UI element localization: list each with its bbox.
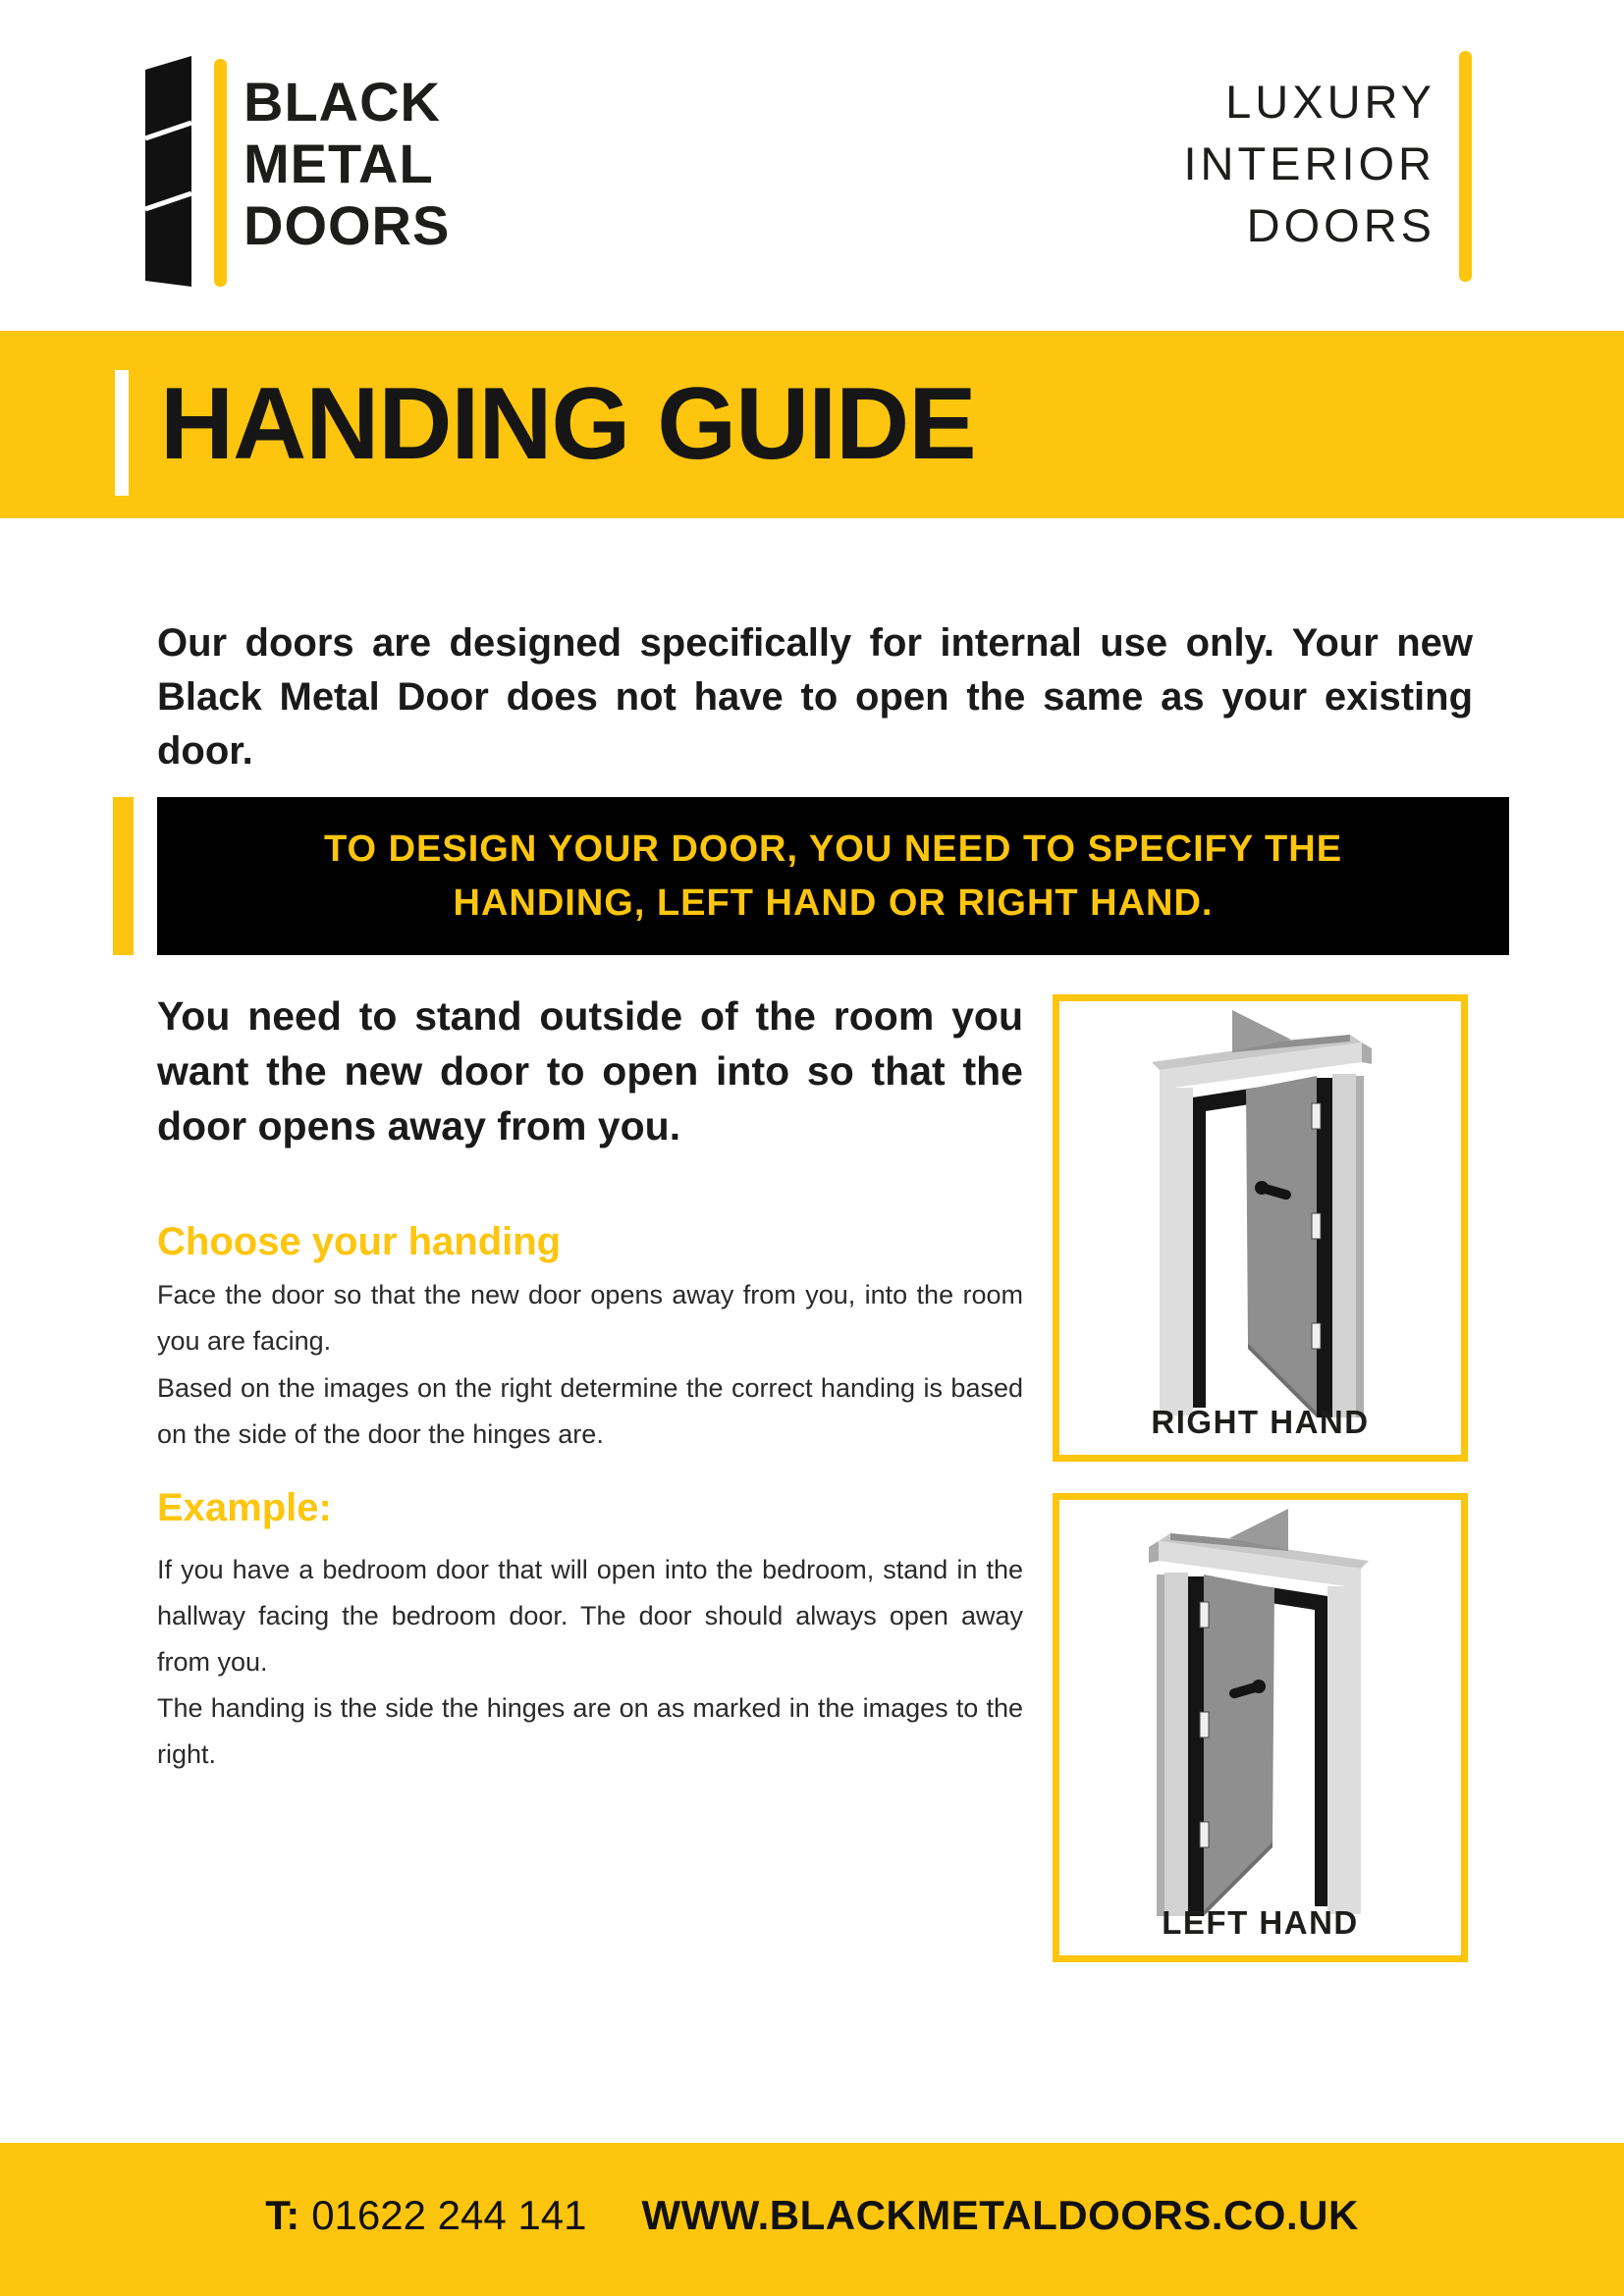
figure-left-hand <box>1053 1493 1468 1962</box>
footer-contact-line <box>265 2192 1359 2239</box>
notice-accent-bar <box>113 797 134 955</box>
section-heading-example: Example: <box>157 1486 332 1529</box>
page-title: HANDING GUIDE <box>160 367 976 481</box>
footer-band <box>0 2143 1624 2296</box>
notice-banner <box>157 797 1509 955</box>
paragraph-based-on-images: Based on the images on the right determine the correct handing is based on the side of the door the hinges are. <box>157 1373 1023 1449</box>
notice-line-1: TO DESIGN YOUR DOOR, YOU NEED TO SPECIFY THE <box>323 828 1343 870</box>
tagline <box>1183 71 1435 256</box>
intro-paragraph: Our doors are designed specifically for internal use only. Your new Black Metal Door does not have to open the same as your existing door. <box>157 621 1473 773</box>
left-hand-door-illustration <box>1059 1504 1461 1916</box>
logo-wordmark <box>244 71 450 256</box>
logo-line-3: DOORS <box>244 194 451 256</box>
notice-line-2: HANDING, LEFT HAND OR RIGHT HAND. <box>453 881 1214 924</box>
tagline-line-3: DOORS <box>1246 199 1435 251</box>
paragraph-handing-hinges: The handing is the side the hinges are on as marked in the images to the right. <box>157 1693 1023 1769</box>
website-url: WWW.BLACKMETALDOORS.CO.UK <box>641 2192 1359 2238</box>
figure-right-hand <box>1053 994 1468 1462</box>
title-banner <box>0 331 1624 518</box>
logo-line-2: METAL <box>244 133 434 194</box>
black-metal-doors-logo-icon <box>145 54 227 288</box>
main-heading: You need to stand outside of the room you want the new door to open into so that the door opens away from you. <box>157 993 1023 1148</box>
phone-number: 01622 244 141 <box>311 2192 587 2238</box>
tagline-accent-bar <box>1459 51 1472 282</box>
phone-label: T: <box>265 2192 300 2238</box>
figure-label-left-hand: LEFT HAND <box>1162 1904 1359 1941</box>
section-heading-choose-your-handing: Choose your handing <box>157 1220 562 1263</box>
paragraph-face-the-door: Face the door so that the new door opens away from you, into the room you are facing. <box>157 1280 1023 1356</box>
tagline-line-1: LUXURY <box>1225 76 1435 128</box>
right-hand-door-illustration <box>1059 1005 1461 1417</box>
logo-line-1: BLACK <box>244 71 441 133</box>
tagline-line-2: INTERIOR <box>1183 137 1435 189</box>
title-accent-bar <box>115 370 129 496</box>
figure-label-right-hand: RIGHT HAND <box>1151 1404 1370 1440</box>
paragraph-bedroom-example: If you have a bedroom door that will open into the bedroom, stand in the hallway facing the bedroom door. The door should always open away from you. <box>157 1555 1023 1677</box>
